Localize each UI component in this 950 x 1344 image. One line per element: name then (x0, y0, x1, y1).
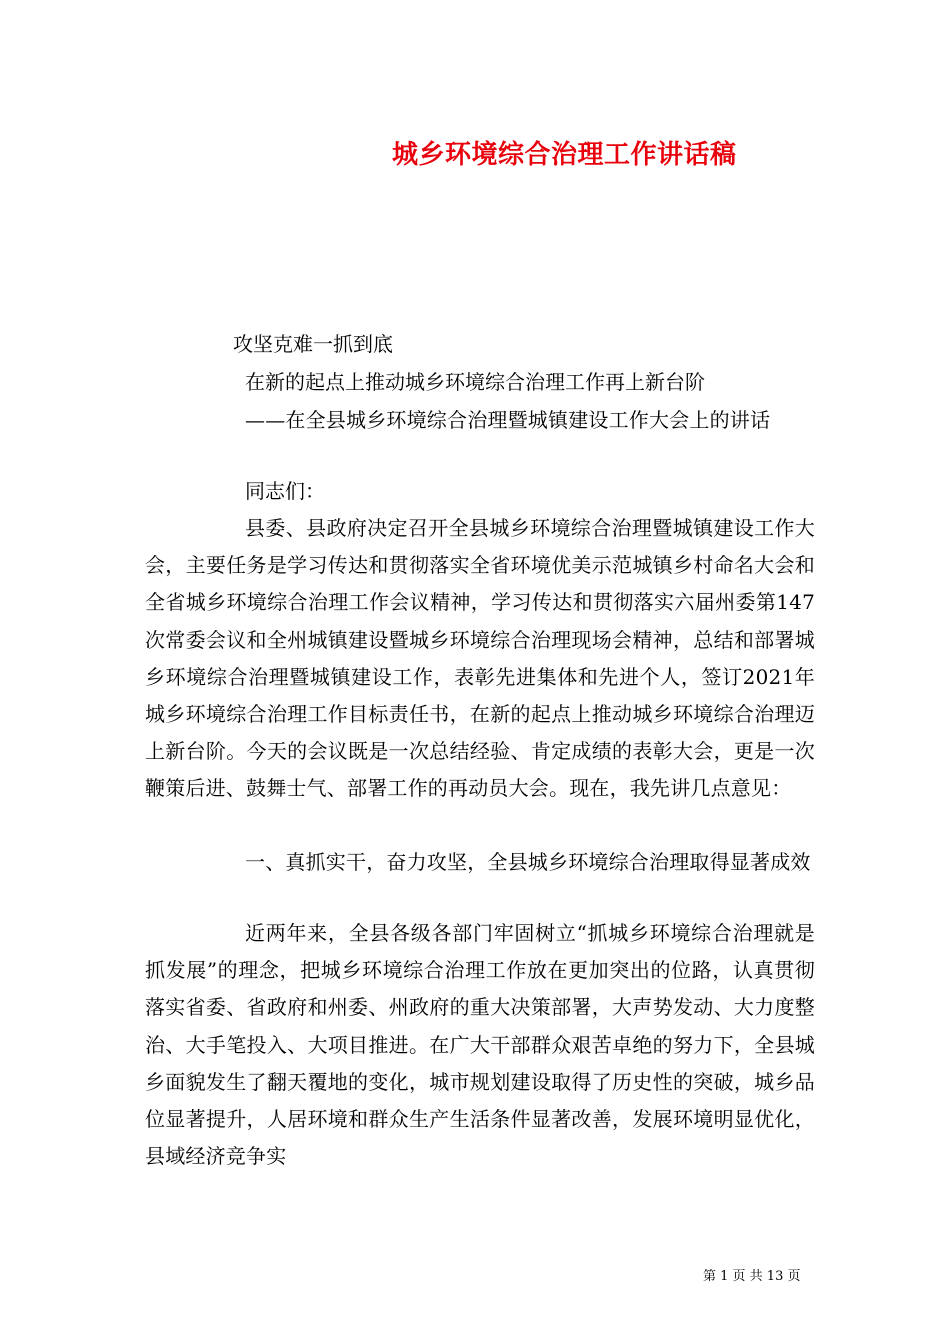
heading-line-1: 攻坚克难一抓到底 (233, 332, 393, 356)
salutation: 同志们： (245, 479, 325, 503)
speech-subtitle: ——在全县城乡环境综合治理暨城镇建设工作大会上的讲话 (245, 408, 771, 432)
paragraph-intro: 县委、县政府决定召开全县城乡环境综合治理暨城镇建设工作大会，主要任务是学习传达和贯彻落实全省环境优美示范城镇乡村命名大会和全省城乡环境综合治理工作会议精神，学习传达和贯彻落实六届州委第147次常委会议和全州城镇建设暨城乡环境综合治理现场会精神，总结和部署城乡环境综合治理暨城镇建设工作，表彰先进集体和先进个人，签订2021年城乡环境综合治理工作目标责任书，在新的起点上推动城乡环境综合治理迈上新台阶。今天的会议既是一次总结经验、肯定成绩的表彰大会，更是一次鞭策后进、鼓舞士气、部署工作的再动员大会。现在，我先讲几点意见： (145, 516, 815, 801)
paragraph-achievements: 近两年来，全县各级各部门牢固树立“抓城乡环境综合治理就是抓发展”的理念，把城乡环境综合治理工作放在更加突出的位路，认真贯彻落实省委、省政府和州委、州政府的重大决策部署，大声势发动、大力度整治、大手笔投入、大项目推进。在广大干部群众艰苦卓绝的努力下，全县城乡面貌发生了翻天覆地的变化，城市规划建设取得了历史性的突破，城乡品位显著提升，人居环境和群众生产生活条件显著改善，发展环境明显优化，县域经济竞争实 (145, 921, 815, 1169)
section-heading-1: 一、真抓实干，奋力攻坚，全县城乡环境综合治理取得显著成效 (245, 850, 811, 874)
heading-line-2: 在新的起点上推动城乡环境综合治理工作再上新台阶 (245, 370, 705, 394)
document-title: 城乡环境综合治理工作讲话稿 (392, 140, 737, 170)
page-number: 第 1 页 共 13 页 (703, 1269, 801, 1284)
